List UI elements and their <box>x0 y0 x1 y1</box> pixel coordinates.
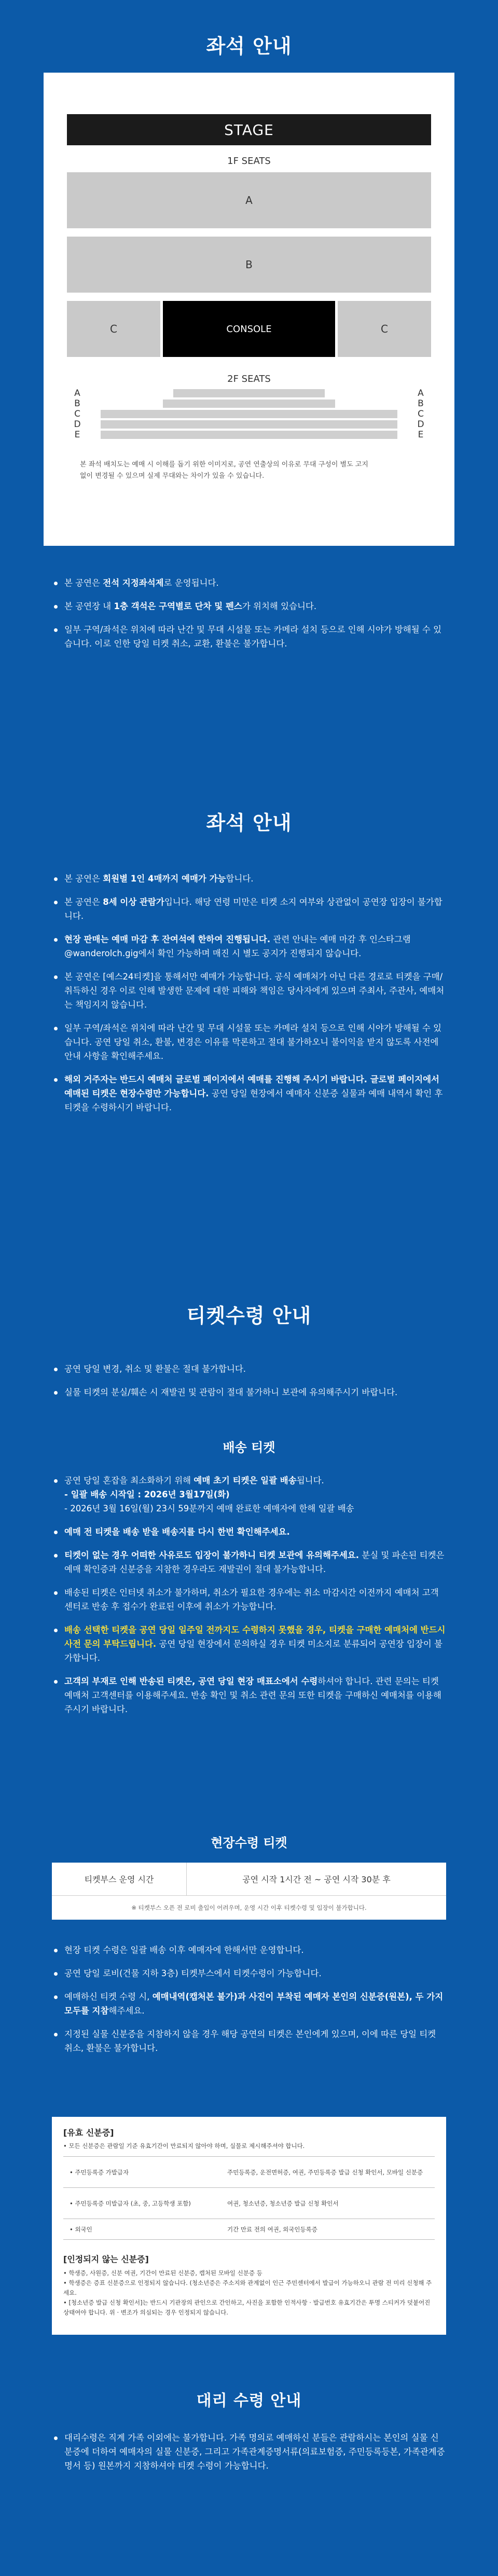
note-line: 본 좌석 배치도는 예매 시 이해를 돕기 위한 이미지로, 공연 연출상의 이유로 무대 구성이 별도 고지 <box>80 461 368 469</box>
row-letter: A <box>74 388 80 398</box>
id-card-table <box>63 2156 435 2240</box>
list-item: 지정된 실물 신분증을 지참하지 않을 경우 해당 공연의 티켓은 본인에게 있으며, 이에 따른 당일 티켓 취소, 환불은 불가합니다. <box>52 2027 446 2055</box>
list-item: 배송 선택한 티켓을 공연 당일 일주일 전까지도 수령하지 못했을 경우, 티켓을 구매한 예매처에 반드시 사전 문의 부탁드립니다. 공연 당일 현장에서 문의하실 경우 티켓 미소지로 분류되어 공연장 입장이 불가합니다. <box>52 1623 446 1665</box>
floor2-tier <box>101 420 397 429</box>
floor2-label: 2F SEATS <box>227 374 271 384</box>
list-item: 일부 구역/좌석은 위치에 따라 난간 및 무대 시설물 또는 카메라 설치 등으로 인해 시야가 방해될 수 있습니다. 공연 당일 취소, 환불, 변경은 이유를 막론하고 절대 불가하오니 불이익을 받지 않도록 사전에 안내 사항을 확인해주세요. <box>52 1021 446 1063</box>
row-letters-right <box>413 388 428 440</box>
list-item: 본 공연장 내 1층 객석은 구역별로 단차 및 펜스가 위치해 있습니다. <box>52 599 446 613</box>
list-item: 예매 전 티켓을 배송 받을 배송지를 다시 한번 확인해주세요. <box>52 1525 446 1539</box>
seat-notes-list <box>52 576 446 660</box>
list-item: 본 공연은 전석 지정좌석제로 운영됩니다. <box>52 576 446 590</box>
invalid-id-list <box>63 2268 435 2318</box>
table-cell: • 주민등록증 미발급자 (초, 중, 고등학생 포함) <box>70 2199 191 2207</box>
invalid-id-title: [인정되지 않는 신분증] <box>63 2254 149 2264</box>
row-letters-left <box>70 388 85 440</box>
booth-hours-box <box>52 1863 446 1920</box>
list-item: 공연 당일 로비(건물 지하 3층) 티켓부스에서 티켓수령이 가능합니다. <box>52 1966 446 1980</box>
delivery-start-date: - 일괄 배송 시작일 : 2026년 3월17일(화) <box>64 1490 230 1499</box>
table-cell: 여권, 청소년증, 청소년증 발급 신청 확인서 <box>227 2199 339 2207</box>
list-item: 현장 판매는 예매 마감 후 잔여석에 한하여 진행됩니다. 관련 안내는 예매 마감 후 인스타그램 @wanderolch.gig에서 확인 가능하며 매진 시 별도 공지가 진행되지 않습니다. <box>52 932 446 960</box>
seat-block-a: A <box>67 172 431 228</box>
seat-map-note <box>80 459 422 482</box>
onsite-list <box>52 1943 446 2064</box>
list-item: 현장 티켓 수령은 일괄 배송 이후 예매자에 한해서만 운영합니다. <box>52 1943 446 1957</box>
row-letter: A <box>418 388 424 398</box>
booking-notes-list <box>52 872 446 1124</box>
row-letter: C <box>418 409 424 419</box>
booth-note: ※ 티켓부스 오픈 전 로비 출입이 어려우며, 운영 시간 이후 티켓수령 및 입장이 불가합니다. <box>131 1904 367 1911</box>
onsite-title: 현장수령 티켓 <box>211 1836 287 1850</box>
list-item: 일부 구역/좌석은 위치에 따라 난간 및 무대 시설물 또는 카메라 설치 등으로 인해 시야가 방해될 수 있습니다. 이로 인한 당일 티켓 취소, 교환, 환불은 불가합니다. <box>52 623 446 651</box>
row-letter: E <box>418 430 424 440</box>
id-card-title: [유효 신분증] <box>63 2128 114 2138</box>
floor2-tier <box>101 410 397 418</box>
proxy-section-title: 대리 수령 안내 <box>196 2392 302 2410</box>
floor2-tier <box>101 431 397 439</box>
delivery-title: 배송 티켓 <box>223 1440 275 1455</box>
seat-block-c-left: C <box>67 301 160 357</box>
table-cell: • 외국인 <box>70 2225 92 2233</box>
booth-label: 티켓부스 운영 시간 <box>52 1863 187 1896</box>
note-line: 없이 변경될 수 있으며 실제 무대와는 차이가 있을 수 있습니다. <box>80 472 265 480</box>
table-row <box>63 2219 435 2240</box>
delivery-cutoff: - 2026년 3월 16일(월) 23시 59분까지 예매 완료한 예매자에 한해 일괄 배송 <box>64 1504 354 1513</box>
table-cell: 기간 만료 전의 여권, 외국인등록증 <box>227 2225 317 2233</box>
row-letter: E <box>74 430 80 440</box>
list-item: 예매하신 티켓 수령 시, 예매내역(캡처본 불가)과 사진이 부착된 예매자 본인의 신분증(원본), 두 가지 모두를 지참해주세요. <box>52 1990 446 2018</box>
ticket-top-list <box>52 1362 446 1409</box>
seat-block-b: B <box>67 237 431 293</box>
row-letter: B <box>418 398 424 409</box>
list-item: 고객의 부재로 인해 반송된 티켓은, 공연 당일 현장 매표소에서 수령하셔야 합니다. 관련 문의는 티켓 예매처 고객센터를 이용해주세요. 반송 확인 및 취소 관련 문의 또한 티켓을 구매하신 예매처를 이용해주시기 바랍니다. <box>52 1674 446 1716</box>
floor1-label: 1F SEATS <box>227 156 271 167</box>
list-item: 본 공연은 회원별 1인 4매까지 예매가 가능합니다. <box>52 872 446 886</box>
list-item: 실물 티켓의 분실/훼손 시 재발권 및 관람이 절대 불가하니 보관에 유의해주시기 바랍니다. <box>52 1385 446 1399</box>
list-item: • 학생증, 사원증, 신분 여권, 기간이 만료된 신분증, 캡처된 모바일 신분증 등 <box>63 2269 262 2277</box>
floor2-tier <box>163 400 335 408</box>
seat-block-c-right: C <box>338 301 431 357</box>
row-letter: D <box>74 419 81 430</box>
stage: STAGE <box>67 114 431 145</box>
list-item: 본 공연은 [예스24티켓]을 통해서만 예매가 가능합니다. 공식 예매처가 아닌 다른 경로로 티켓을 구매/취득하신 경우 이로 인해 발생한 문제에 대한 피해와 책임은 당사자에게 있으며 주최사, 주관사, 예매처는 책임지지 않습니다. <box>52 970 446 1012</box>
list-item: • 학생증은 증표 신분증으로 인정되지 않습니다. (청소년증은 주소지와 관계없이 인근 주민센터에서 발급이 가능하오니 관람 전 미리 신청해 주세요. <box>63 2279 432 2296</box>
list-item: 해외 거주자는 반드시 예매처 글로벌 페이지에서 예매를 진행해 주시기 바랍니다. 글로벌 페이지에서 예매된 티켓은 현장수령만 가능합니다. 공연 당일 현장에서 예매자 신분증 실물과 예매 내역서 확인 후 티켓을 수령하시기 바랍니다. <box>52 1072 446 1114</box>
list-item: 대리수령은 직계 가족 이외에는 불가합니다. 가족 명의로 예매하신 분들은 관람하시는 본인의 실물 신분증에 더하여 예매자의 실물 신분증, 그리고 가족관계증명서류(의료보험증, 주민등록등본, 가족관계증명서 등) 원본까지 지참하셔야 티켓 수령이 가능합니다. <box>52 2431 446 2473</box>
floor2-tier <box>173 389 325 397</box>
table-row <box>63 2157 435 2188</box>
row-letter: B <box>74 398 80 409</box>
delivery-list <box>52 1473 446 1726</box>
proxy-list <box>52 2431 446 2482</box>
console: CONSOLE <box>163 301 335 357</box>
row-letter: C <box>74 409 80 419</box>
list-item: 배송된 티켓은 인터넷 취소가 불가하며, 취소가 필요한 경우에는 취소 마감시간 이전까지 예매처 고객센터로 반송 후 접수가 완료된 이후에 취소가 가능합니다. <box>52 1586 446 1614</box>
seat-section-title: 좌석 안내 <box>206 35 292 58</box>
seat-map-card <box>44 73 454 546</box>
list-item: 본 공연은 8세 이상 관람가입니다. 해당 연령 미만은 티켓 소지 여부와 상관없이 공연장 입장이 불가합니다. <box>52 895 446 923</box>
booth-value: 공연 시작 1시간 전 ~ 공연 시작 30분 후 <box>187 1863 446 1896</box>
id-card-box <box>52 2117 446 2335</box>
table-row <box>63 2188 435 2219</box>
list-item: 공연 당일 혼잡을 최소화하기 위해 예매 초기 티켓은 일괄 배송됩니다. - 일괄 배송 시작일 : 2026년 3월17일(화) - 2026년 3월 16일(월) 23시 59분까지 예매 완료한 예매자에 한해 일괄 배송 <box>52 1473 446 1516</box>
booking-section-title: 좌석 안내 <box>206 811 292 834</box>
table-cell: 주민등록증, 운전면허증, 여권, 주민등록증 발급 신청 확인서, 모바일 신분증 <box>227 2168 423 2176</box>
table-cell: • 주민등록증 가발급자 <box>70 2168 129 2176</box>
list-item: 공연 당일 변경, 취소 및 환불은 절대 불가합니다. <box>52 1362 446 1376</box>
list-item: • [청소년증 발급 신청 확인서]는 반드시 기관장의 관인으로 간인하고, 사진을 포함한 인적사항 · 발급번호 유효기간은 투명 스티커가 덧붙어진 상태여야 합니다. 위 · 변조가 의심되는 경우 인정되지 않습니다. <box>63 2299 431 2316</box>
row-letter: D <box>417 419 424 430</box>
ticket-section-title: 티켓수령 안내 <box>186 1304 312 1327</box>
list-item: 티켓이 없는 경우 어떠한 사유로도 입장이 불가하니 티켓 보관에 유의해주세요. 분실 및 파손된 티켓은 예매 확인증과 신분증을 지참한 경우라도 재발권이 절대 불가능합니다. <box>52 1548 446 1576</box>
id-card-intro: • 모든 신분증은 관람일 기준 유효기간이 만료되지 않아야 하며, 실물로 제시해주셔야 합니다. <box>63 2142 305 2150</box>
